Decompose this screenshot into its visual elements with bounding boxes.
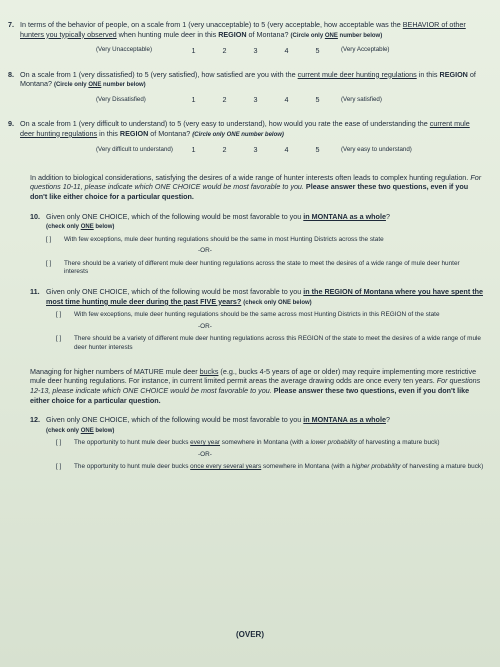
scale-high-label: (Very Acceptable)	[341, 46, 390, 54]
section-intro-12-13: Managing for higher numbers of MATURE mule deer bucks (e.g., bucks 4-5 years of age or older) may require implementing more restrictive mule deer hunting regulations. For instance, in current limited permit areas the average drawing odds are once every ten years. For questions 12-13, please indicate which ONE CHOICE would be most favorable to you. Please answer these two questions, even if you don't like either choice for a particular question.	[30, 366, 481, 405]
scale-low-label: (Very difficult to understand)	[96, 145, 173, 153]
question-text: In terms of the behavior of people, on a scale from 1 (very unacceptable) to 5 (very acceptable, how acceptable was the BEHAVIOR of other hunters you typically observed when hunting mule deer in this REGION of Montana? (Circle only ONE number below)	[20, 20, 466, 39]
scale-high-label: (Very easy to understand)	[341, 145, 412, 153]
question-number: 7.	[8, 20, 14, 29]
question-text: Given only ONE CHOICE, which of the following would be most favorable to you in MONTANA as a whole? (check only ONE below)	[46, 415, 390, 435]
question-11	[8, 287, 484, 352]
rating-scale	[96, 145, 484, 155]
scale-option-3[interactable]: 3	[253, 45, 258, 55]
question-number: 10.	[30, 211, 40, 221]
question-12	[8, 415, 484, 472]
scale-option-4[interactable]: 4	[284, 95, 289, 105]
checkbox[interactable]: [ ]	[56, 439, 62, 447]
scale-option-3[interactable]: 3	[253, 95, 258, 105]
section-intro-10-11: In addition to biological considerations, satisfying the desires of a wide range of hunter interests often leads to complex hunting regulation. For questions 10-11, please indicate which ONE CHOICE would be most favorable to you. Please answer these two questions, even if you don't like either choice for a particular question.	[30, 172, 482, 202]
or-divider: -OR-	[198, 322, 212, 330]
checkbox[interactable]: [ ]	[46, 259, 52, 267]
question-number: 11.	[30, 287, 40, 297]
question-8	[8, 70, 484, 106]
question-7	[8, 20, 484, 56]
instruction-note: (check only ONE below)	[46, 224, 115, 231]
scale-low-label: (Very Dissatisfied)	[96, 96, 146, 104]
question-10	[8, 212, 484, 277]
instruction-note: (Circle only ONE number below)	[290, 32, 383, 39]
scale-option-3[interactable]: 3	[253, 144, 258, 154]
scale-option-2[interactable]: 2	[222, 45, 227, 55]
option-once-every-several-years[interactable]: [ ] The opportunity to hunt mule deer bucks once every several years somewhere in Montana (with a higher probability of harvesting a mature buck)	[56, 463, 484, 471]
scale-option-1[interactable]: 1	[191, 144, 196, 154]
instruction-note: (check only ONE below)	[46, 428, 115, 435]
instruction-note: (check only ONE below)	[243, 299, 312, 306]
scale-option-2[interactable]: 2	[222, 144, 227, 154]
checkbox[interactable]: [ ]	[56, 463, 62, 471]
rating-scale	[96, 95, 484, 105]
question-text: Given only ONE CHOICE, which of the following would be most favorable to you in MONTANA as a whole? (check only ONE below)	[46, 211, 390, 231]
scale-option-4[interactable]: 4	[284, 45, 289, 55]
option-same-regulations[interactable]: [ ] With few exceptions, mule deer hunting regulations should be the same across most Hunting Districts in this REGION of the state	[56, 310, 440, 318]
checkbox[interactable]: [ ]	[46, 235, 52, 243]
scale-option-1[interactable]: 1	[191, 45, 196, 55]
question-number: 12.	[30, 415, 40, 425]
question-number: 9.	[8, 119, 14, 129]
scale-option-5[interactable]: 5	[315, 144, 320, 154]
rating-scale	[96, 46, 484, 56]
question-text: On a scale from 1 (very dissatisfied) to 5 (very satisfied), how satisfied are you with the current mule deer hunting regulations in this REGION of Montana? (Circle only ONE number below)	[20, 69, 476, 89]
scale-option-1[interactable]: 1	[191, 95, 196, 105]
scale-high-label: (Very satisfied)	[341, 96, 382, 104]
instruction-note: (Circle only ONE number below)	[192, 131, 284, 138]
option-every-year[interactable]: [ ] The opportunity to hunt mule deer bucks every year somewhere in Montana (with a lower probability of harvesting a mature buck)	[56, 439, 440, 447]
over-label: (OVER)	[236, 630, 264, 640]
scale-option-2[interactable]: 2	[222, 95, 227, 105]
instruction-note: (Circle only ONE number below)	[53, 82, 146, 89]
option-same-regulations[interactable]: [ ] With few exceptions, mule deer hunting regulations should be the same in most Hunting Districts across the state	[46, 235, 384, 243]
question-text: Given only ONE CHOICE, which of the following would be most favorable to you in the REGION of Montana where you have spent the most time hunting mule deer during the past FIVE years? (check only ONE below)	[46, 287, 483, 306]
option-variety-regulations[interactable]: [ ] There should be a variety of different mule deer hunting regulations across this REGION of the state to meet the desires of a wide range of mule deer hunter interests	[56, 335, 481, 351]
or-divider: -OR-	[198, 450, 212, 458]
question-9	[8, 119, 484, 155]
option-variety-regulations[interactable]: [ ] There should be a variety of different mule deer hunting regulations across the state to meet the desires of a wide range of mule deer hunter interests	[46, 259, 460, 276]
or-divider: -OR-	[198, 247, 212, 255]
scale-option-5[interactable]: 5	[315, 95, 320, 105]
scale-option-5[interactable]: 5	[315, 45, 320, 55]
scale-low-label: (Very Unacceptable)	[96, 46, 153, 54]
question-number: 8.	[8, 69, 14, 79]
scale-option-4[interactable]: 4	[284, 144, 289, 154]
checkbox[interactable]: [ ]	[56, 335, 62, 343]
checkbox[interactable]: [ ]	[56, 310, 62, 318]
question-text: On a scale from 1 (very difficult to understand) to 5 (very easy to understand), how would you rate the ease of understanding the current mule deer hunting regulations in this REGION of Montana? (Circle only ONE number below)	[20, 119, 470, 138]
